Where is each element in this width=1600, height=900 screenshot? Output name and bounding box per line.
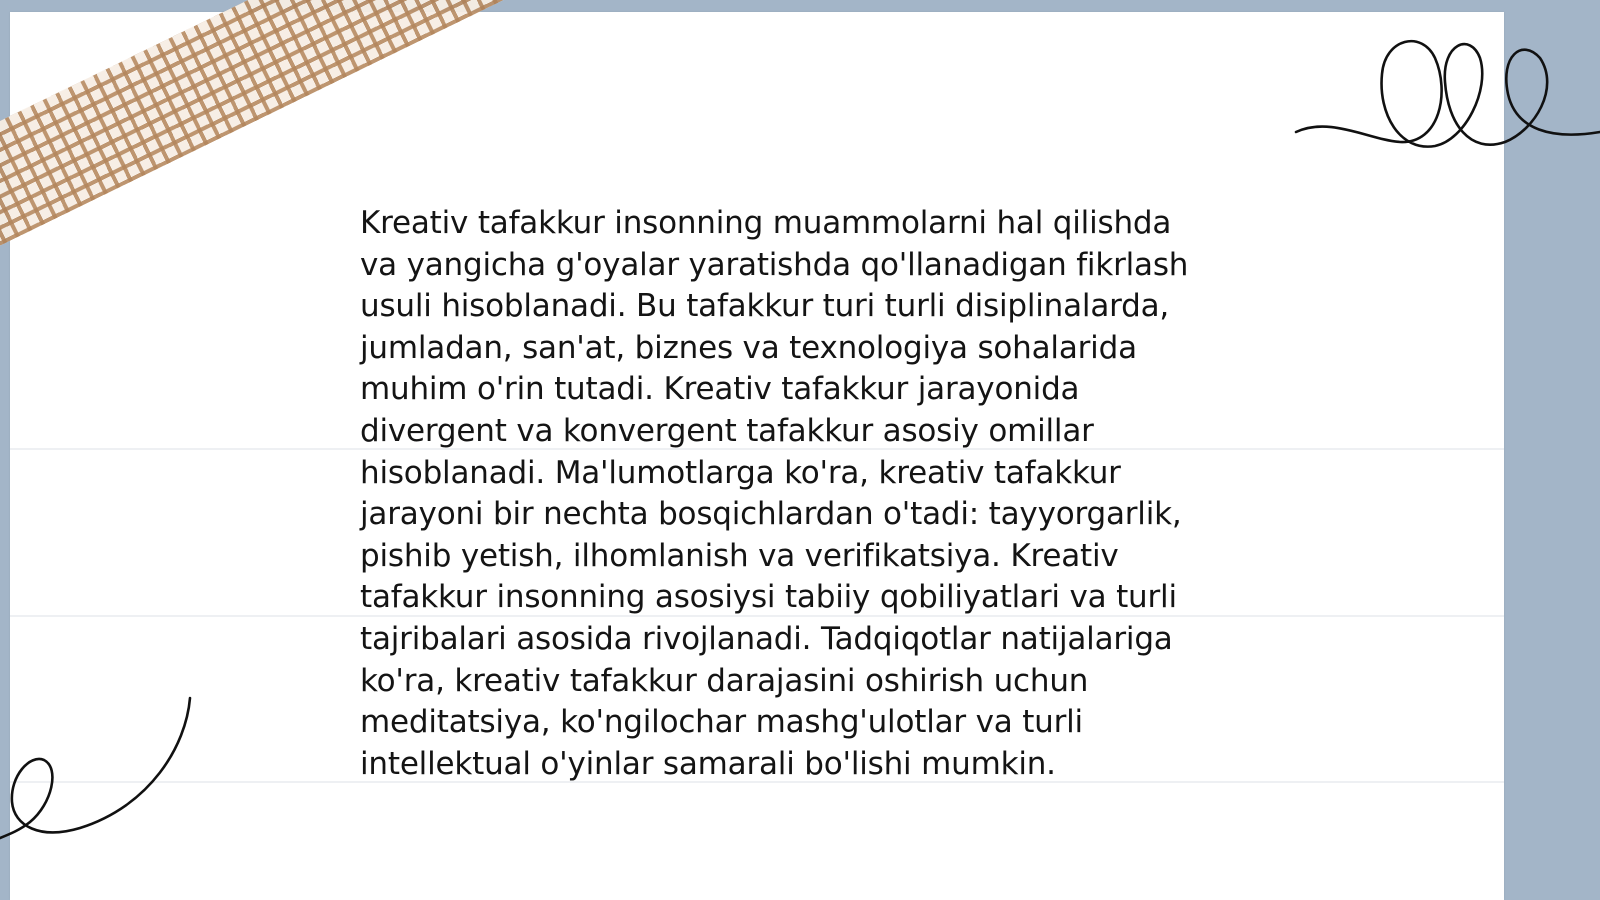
curl-squiggle-icon	[0, 696, 200, 846]
body-paragraph: Kreativ tafakkur insonning muammolarni hal qilishda va yangicha g'oyalar yaratishda qo'llanadigan fikrlash usuli hisoblanadi. Bu tafakkur turi turli disiplinalarda, jumladan, san'at, biznes va texnologiya sohalarida muhim o'rin tutadi. Kreativ tafakkur jarayonida divergent va konvergent tafakkur asosiy omillar hisoblanadi. Ma'lumotlarga ko'ra, kreativ tafakkur jarayoni bir nechta bosqichlardan o'tadi: tayyorgarlik, pishib yetish, ilhomlanish va verifikatsiya. Kreativ tafakkur insonning asosiysi tabiiy qobiliyatlari va turli tajribalari asosida rivojlanadi. Tadqiqotlar natijalariga ko'ra, kreativ tafakkur darajasini oshirish uchun meditatsiya, ko'ngilochar mashg'ulotlar va turli intellektual o'yinlar samarali bo'lishi mumkin.	[360, 205, 1189, 782]
loop-squiggle-icon	[1290, 30, 1600, 170]
